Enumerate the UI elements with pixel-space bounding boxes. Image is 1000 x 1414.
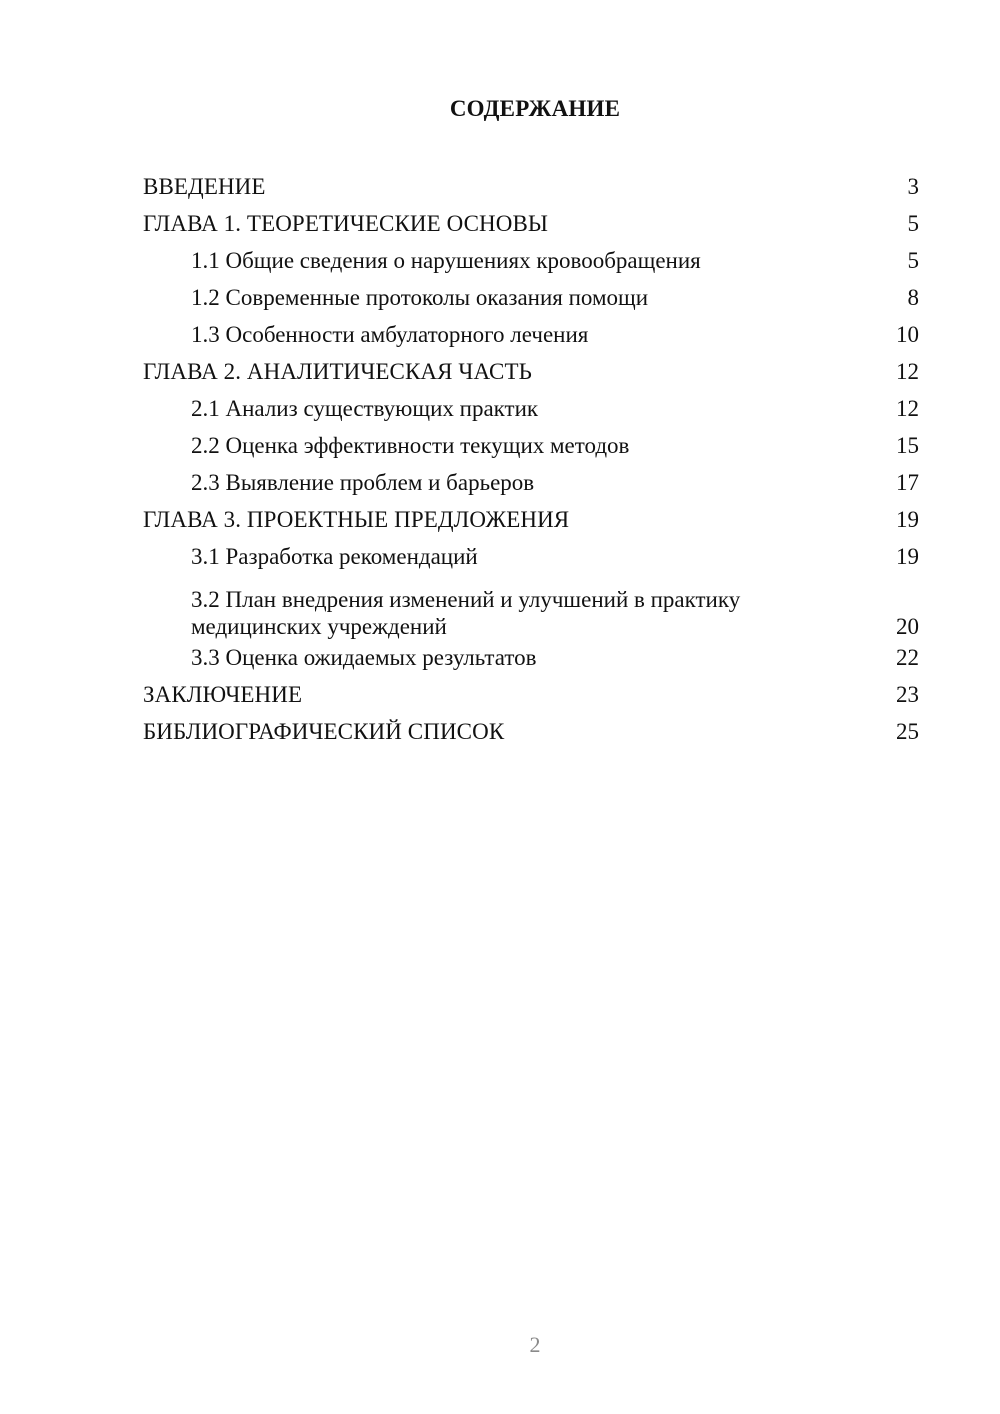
toc-entry-chapter-1[interactable] bbox=[143, 205, 919, 242]
toc-entry-text: ЗАКЛЮЧЕНИЕ bbox=[143, 682, 303, 707]
toc-entry-section-2-1[interactable] bbox=[143, 390, 919, 427]
toc-entry-page: 25 bbox=[896, 719, 919, 744]
toc-title: СОДЕРЖАНИЕ bbox=[449, 96, 621, 121]
toc-entry-text bbox=[191, 586, 831, 640]
toc-entry-text: 2.3 Выявление проблем и барьеров bbox=[191, 470, 535, 495]
page-number: 2 bbox=[529, 1332, 541, 1357]
toc-entry-text: 3.3 Оценка ожидаемых результатов bbox=[191, 645, 537, 670]
toc-entry-chapter-2[interactable] bbox=[143, 353, 919, 390]
toc-entry-text: 3.1 Разработка рекомендаций bbox=[191, 544, 478, 569]
toc-entry-conclusion[interactable] bbox=[143, 676, 919, 713]
toc-entry-text: 2.2 Оценка эффективности текущих методов bbox=[191, 433, 630, 458]
toc-entry-text: 1.2 Современные протоколы оказания помощи bbox=[191, 285, 649, 310]
toc-entry-text-line-2: медицинских учреждений bbox=[191, 614, 447, 639]
toc-entry-page: 17 bbox=[896, 470, 919, 495]
toc-entry-page: 12 bbox=[896, 359, 919, 384]
toc-entry-chapter-3[interactable] bbox=[143, 501, 919, 538]
toc-entry-text-line-1: 3.2 План внедрения изменений и улучшений в практику bbox=[191, 587, 741, 612]
toc-entry-page: 20 bbox=[896, 614, 919, 639]
toc-entry-section-1-3[interactable] bbox=[143, 316, 919, 353]
toc-entry-introduction[interactable] bbox=[143, 168, 919, 205]
toc-entry-page: 23 bbox=[896, 682, 919, 707]
toc-entry-page: 8 bbox=[907, 285, 919, 310]
toc-entry-text: 1.3 Особенности амбулаторного лечения bbox=[191, 322, 589, 347]
toc-entry-page: 19 bbox=[896, 507, 919, 532]
toc-entry-section-1-1[interactable] bbox=[143, 242, 919, 279]
toc-entry-bibliography[interactable] bbox=[143, 713, 919, 750]
toc-entry-page: 5 bbox=[907, 211, 919, 236]
toc-entry-page: 12 bbox=[896, 396, 919, 421]
toc-entry-text: ВВЕДЕНИЕ bbox=[143, 174, 266, 199]
toc-entry-section-3-3[interactable] bbox=[143, 639, 919, 676]
table-of-contents bbox=[143, 168, 919, 750]
toc-entry-section-2-3[interactable] bbox=[143, 464, 919, 501]
toc-entry-text: ГЛАВА 3. ПРОЕКТНЫЕ ПРЕДЛОЖЕНИЯ bbox=[143, 507, 570, 532]
toc-entry-page: 10 bbox=[896, 322, 919, 347]
toc-entry-section-3-2[interactable] bbox=[143, 575, 919, 639]
toc-entry-page: 15 bbox=[896, 433, 919, 458]
toc-entry-section-3-1[interactable] bbox=[143, 538, 919, 575]
toc-entry-page: 5 bbox=[907, 248, 919, 273]
toc-entry-page: 3 bbox=[907, 174, 919, 199]
toc-entry-text: 1.1 Общие сведения о нарушениях кровообращения bbox=[191, 248, 701, 273]
toc-entry-section-1-2[interactable] bbox=[143, 279, 919, 316]
toc-entry-text: ГЛАВА 1. ТЕОРЕТИЧЕСКИЕ ОСНОВЫ bbox=[143, 211, 549, 236]
toc-entry-text: 2.1 Анализ существующих практик bbox=[191, 396, 539, 421]
toc-entry-page: 22 bbox=[896, 645, 919, 670]
toc-entry-section-2-2[interactable] bbox=[143, 427, 919, 464]
toc-entry-page: 19 bbox=[896, 544, 919, 569]
toc-entry-text: ГЛАВА 2. АНАЛИТИЧЕСКАЯ ЧАСТЬ bbox=[143, 359, 532, 384]
toc-entry-text: БИБЛИОГРАФИЧЕСКИЙ СПИСОК bbox=[143, 719, 505, 744]
